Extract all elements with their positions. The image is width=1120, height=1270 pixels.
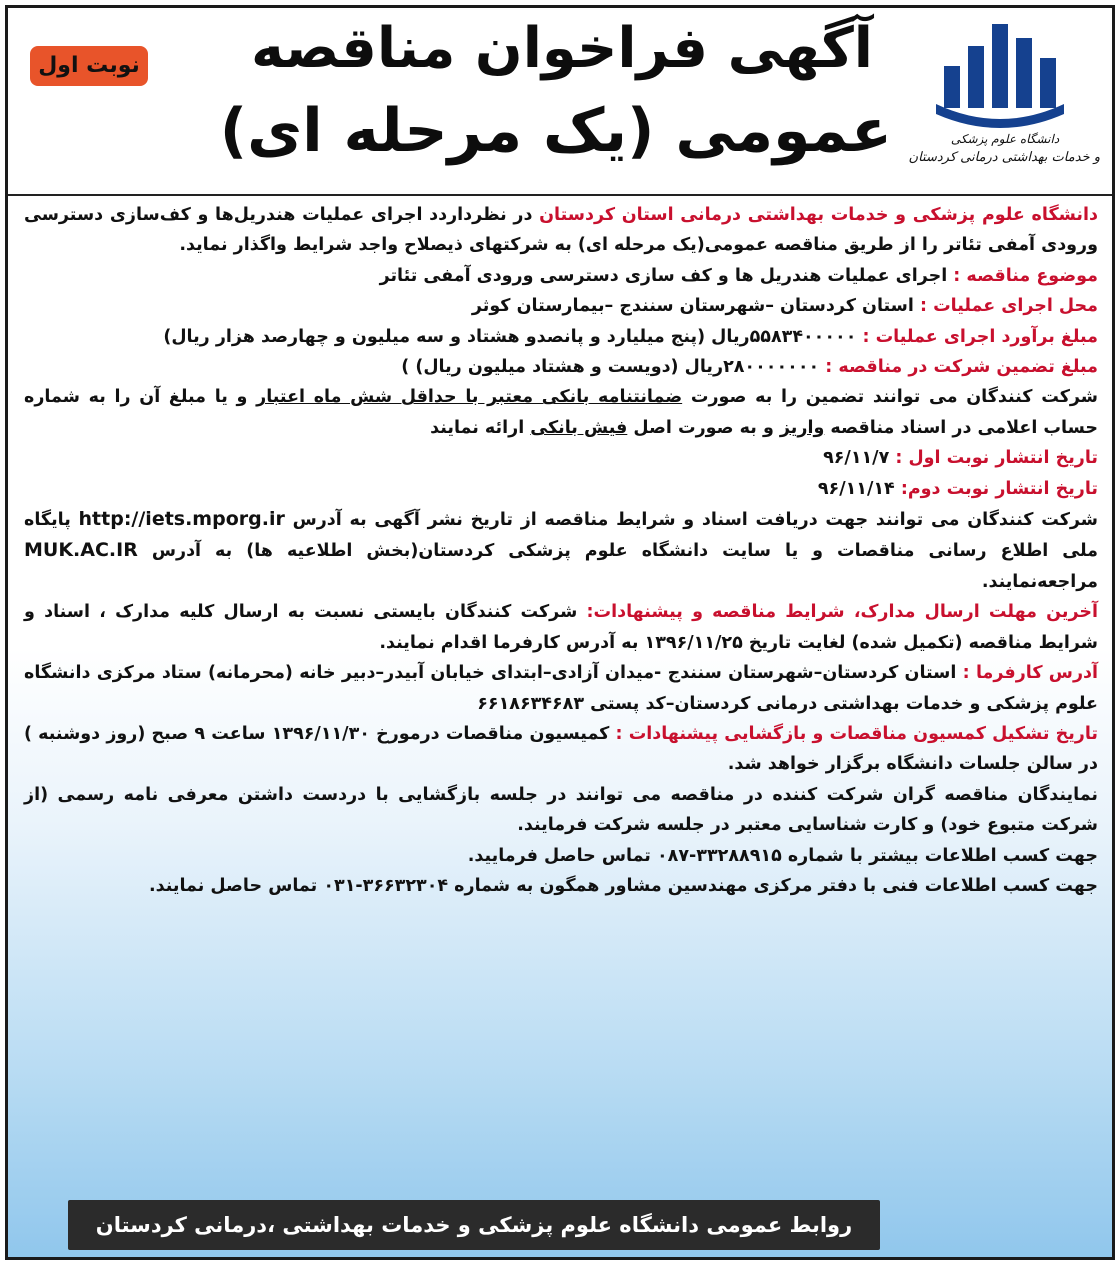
header-divider: [8, 194, 1112, 196]
publish-second-row: [24, 474, 1098, 504]
publish-first-label: تاریخ انتشار نوبت اول :: [895, 448, 1098, 469]
deadline-value: شرکت کنندگان بایستی نسبت به ارسال کلیه مدارک ، اسناد و شرایط مناقصه (تکمیل شده) لغایت تاریخ ۱۳۹۶/۱۱/۲۵ به آدرس کارفرما اقدام نمایند.: [24, 602, 1098, 653]
documents-text: مراجعه‌نمایند.: [981, 571, 1098, 592]
contact-phone-paragraph: جهت کسب اطلاعات بیشتر با شماره ۳۳۲۸۸۹۱۵-۰۸۷ تماس حاصل فرمایید.: [467, 845, 1098, 866]
technical-contact-paragraph: جهت کسب اطلاعات فنی با دفتر مرکزی مهندسین مشاور همگون به شماره ۳۶۶۳۲۳۰۴-۰۳۱ تماس حاصل نمایند.: [148, 875, 1098, 896]
intro-paragraph: [24, 200, 1098, 261]
publish-first-row: [24, 443, 1098, 473]
guarantee-note-text: شرکت کنندگان می توانند تضمین را به صورت: [682, 387, 1098, 408]
intro-text: در نظرداردد اجرای عملیات هندریل‌ها و کف‌سازی دسترسی ورودی آمفی تئاتر را از طریق مناقصه عمومی(یک مرحله ای) به شرکتهای ذیصلاح واجد شرایط واگذار نماید.: [24, 205, 1098, 256]
employer-address-row: [24, 658, 1098, 719]
guarantee-value: ۲۸۰۰۰۰۰۰۰ریال (دویست و هشتاد میلیون ریال) ): [401, 357, 826, 378]
public-relations-footer: روابط عمومی دانشگاه علوم پزشکی و خدمات بهداشتی ،درمانی کردستان: [68, 1200, 880, 1250]
documents-text: پایگاه ملی اطلاع رسانی مناقصات و یا سایت دانشگاه علوم پزشکی کردستان(بخش اطلاعیه ها) به آدرس: [24, 510, 1098, 562]
guarantee-note-underlined: فیش بانکی: [530, 417, 628, 438]
employer-address-label: آدرس کارفرما :: [962, 663, 1099, 684]
iets-link[interactable]: http://iets.mporg.ir: [78, 508, 285, 531]
university-emblem-icon: [930, 18, 1080, 130]
subject-value: اجرای عملیات هندریل ها و کف سازی دسترسی ورودی آمفی تئاتر: [379, 265, 954, 286]
university-logo: [910, 18, 1100, 186]
publish-second-date: ۹۶/۱۱/۱۴: [817, 478, 901, 499]
publish-first-date: ۹۶/۱۱/۷: [823, 448, 896, 469]
documents-paragraph: [24, 504, 1098, 597]
representatives-paragraph: نمایندگان مناقصه گران شرکت کننده در مناقصه می توانند در جلسه بازگشایی با دردست داشتن معرفی نامه رسمی (از شرکت متبوع خود) و کارت شناسایی معتبر در جلسه شرکت فرمایند.: [24, 784, 1098, 836]
location-row: [24, 291, 1098, 321]
employer-address-value: استان کردستان–شهرستان سنندج -میدان آزادی–ابتدای خیابان آبیدر–دبیر خانه (محرمانه) ستاد مرکزی دانشگاه علوم پزشکی و خدمات بهداشتی درمانی کردستان–کد پستی ۶۶۱۸۶۳۴۶۸۳: [24, 663, 1098, 714]
notice-header: [8, 8, 1112, 194]
deadline-row: [24, 597, 1098, 658]
guarantee-note-text: ارائه نمایند: [430, 417, 531, 438]
commission-value: کمیسیون مناقصات درمورخ ۱۳۹۶/۱۱/۳۰ ساعت ۹ صبح (روز دوشنبه ) در سالن جلسات دانشگاه برگزار خواهد شد.: [24, 723, 1098, 775]
location-label: محل اجرای عملیات :: [919, 296, 1098, 317]
commission-label: تاریخ تشکیل کمسیون مناقصات و بازگشایی پیشنهادات :: [615, 723, 1098, 744]
estimate-label: مبلغ برآورد اجرای عملیات :: [862, 326, 1098, 347]
notice-body: [24, 200, 1098, 901]
guarantee-row: [24, 352, 1098, 382]
guarantee-note-text: و به صورت اصل: [627, 417, 780, 438]
guarantee-note-underlined: ضمانتنامه بانکی معتبر با حداقل شش ماه اعتبار: [256, 387, 683, 408]
tender-notice: [5, 5, 1115, 1260]
guarantee-note-text: و یا مبلغ آن را به شماره حساب اعلامی در اسناد مناقصه: [24, 387, 1098, 438]
logo-caption-line1: دانشگاه علوم پزشکی: [950, 132, 1060, 146]
location-value: استان کردستان –شهرستان سنندج –بیمارستان کوثر: [471, 296, 920, 317]
deadline-label: آخرین مهلت ارسال مدارک، شرایط مناقصه و پیشنهادات:: [586, 602, 1098, 623]
subject-label: موضوع مناقصه :: [953, 265, 1098, 286]
estimate-row: [24, 322, 1098, 352]
notice-title-line1: آگهی فراخوان مناقصه: [251, 16, 873, 81]
guarantee-label: مبلغ تضمین شرکت در مناقصه :: [825, 357, 1098, 378]
guarantee-note-underlined: واریز: [779, 417, 825, 438]
notice-title-line2: عمومی (یک مرحله ای): [219, 96, 892, 166]
estimate-value: ۵۵۸۳۴۰۰۰۰۰ریال (پنج میلیارد و پانصدو هشتاد و سه میلیون و چهارصد هزار ریال): [163, 326, 863, 347]
first-publication-badge: نوبت اول: [30, 46, 148, 86]
subject-row: [24, 261, 1098, 291]
publish-second-label: تاریخ انتشار نوبت دوم:: [900, 478, 1098, 499]
intro-organization: دانشگاه علوم پزشکی و خدمات بهداشتی درمانی استان کردستان: [539, 205, 1098, 225]
logo-caption-line2: و خدمات بهداشتی درمانی کردستان: [908, 150, 1100, 165]
guarantee-note: [24, 382, 1098, 443]
commission-row: [24, 719, 1098, 780]
documents-text: شرکت کنندگان می توانند جهت دریافت اسناد و شرایط مناقصه از تاریخ نشر آگهی به آدرس: [284, 510, 1098, 531]
muk-link[interactable]: MUK.AC.IR: [24, 539, 138, 562]
